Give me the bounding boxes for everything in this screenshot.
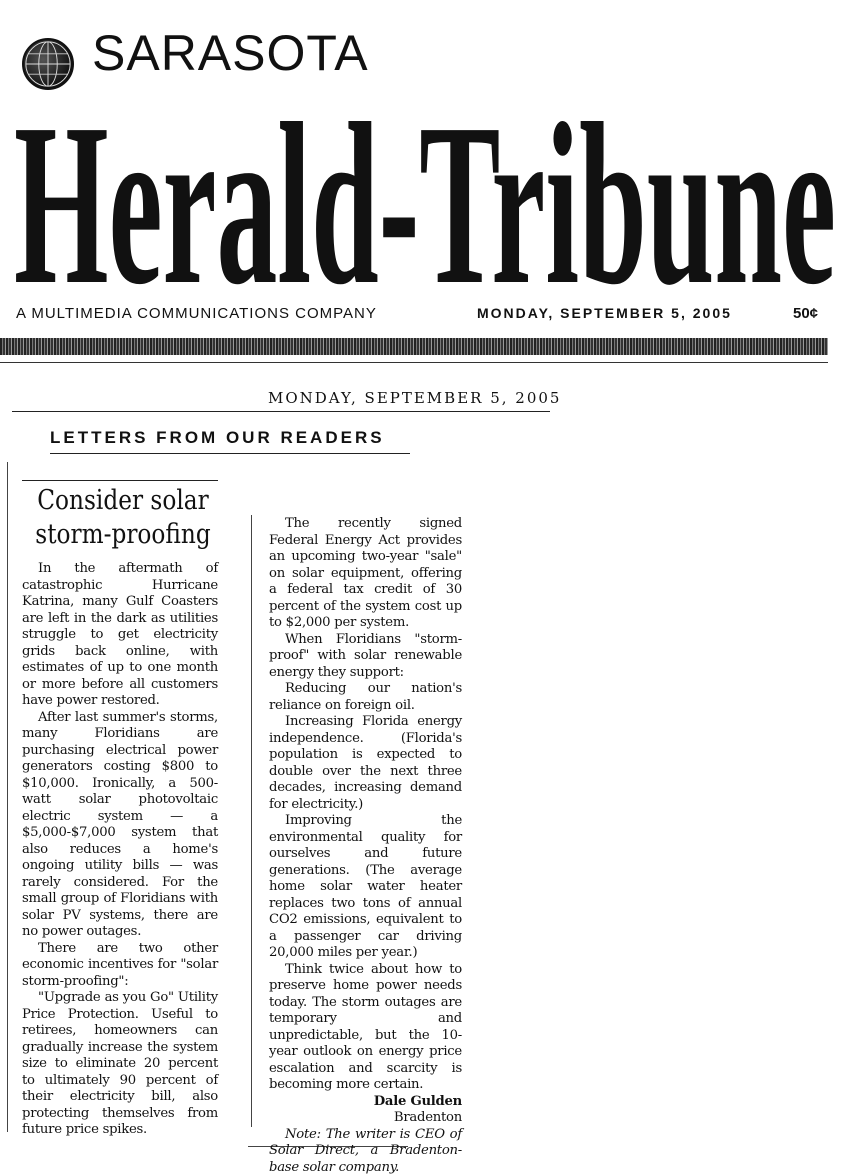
letter-signature: Dale Gulden [269, 1094, 462, 1111]
masthead-price: 50¢ [793, 305, 818, 322]
nameplate-graphic [12, 96, 838, 290]
masthead-date: MONDAY, SEPTEMBER 5, 2005 [477, 305, 732, 321]
section-rule [50, 453, 410, 454]
paragraph: Improving the environmental quality for ourselves and future generations. (The average home solar water heater replaces two tons of annual CO2 emissions, equivalent to a passenger car driving 20,000 miles per year.) [269, 813, 462, 962]
page-date: MONDAY, SEPTEMBER 5, 2005 [268, 389, 561, 407]
editor-note: Note: The writer is CEO of Solar Direct, a Bradenton-base solar company. [269, 1127, 462, 1176]
headline-rule [22, 480, 218, 481]
paragraph: Reducing our nation's reliance on foreign oil. [269, 681, 462, 714]
date-rule [12, 411, 550, 412]
letter-town: Bradenton [269, 1110, 462, 1127]
section-title: LETTERS FROM OUR READERS [50, 428, 385, 448]
globe-logo-icon [22, 38, 74, 90]
letter-column-1 [22, 561, 218, 1139]
nameplate-text: Herald-Tribune [14, 96, 836, 290]
paragraph: Think twice about how to preserve home power needs today. The storm outages are temporary and unpredictable, but the 10-year outlook on energy price escalation and scarcity is becoming more certain. [269, 962, 462, 1094]
paragraph: The recently signed Federal Energy Act provides an upcoming two-year "sale" on solar equipment, offering a federal tax credit of 30 percent of the system cost up to $2,000 per system. [269, 516, 462, 632]
paragraph: In the aftermath of catastrophic Hurricane Katrina, many Gulf Coasters are left in the dark as utilities struggle to get electricity grids back online, with estimates of up to one month or more before all customers have power restored. [22, 561, 218, 710]
paragraph: "Upgrade as you Go" Utility Price Protection. Useful to retirees, homeowners can gradually increase the system size to eliminate 20 percent to ultimately 90 percent of their electricity bill, also protecting themselves from future price spikes. [22, 990, 218, 1139]
paragraph: After last summer's storms, many Floridians are purchasing electrical power generators costing $800 to $10,000. Ironically, a 500-watt solar photovoltaic electric system — a $5,000-$7,000 system that also reduces a home's ongoing utility bills — was rarely considered. For the small group of Floridians with solar PV systems, there are no power outages. [22, 710, 218, 941]
left-border [7, 462, 8, 1132]
letter-headline: Consider solar storm-proofing [33, 484, 214, 552]
column-divider [251, 515, 252, 1127]
paragraph: Increasing Florida energy independence. (Florida's population is expected to double over the next three decades, increasing demand for electricity.) [269, 714, 462, 813]
paragraph: There are two other economic incentives for "solar storm-proofing": [22, 941, 218, 991]
masthead-city: SARASOTA [92, 28, 369, 78]
masthead-rule [0, 362, 828, 363]
masthead-band [0, 338, 828, 355]
letter-column-2 [269, 516, 462, 1176]
masthead-nameplate [12, 96, 838, 290]
paragraph: When Floridians "storm-proof" with solar renewable energy they support: [269, 632, 462, 682]
globe-logo-graphic [24, 40, 72, 88]
masthead-company: A MULTIMEDIA COMMUNICATIONS COMPANY [16, 305, 377, 322]
